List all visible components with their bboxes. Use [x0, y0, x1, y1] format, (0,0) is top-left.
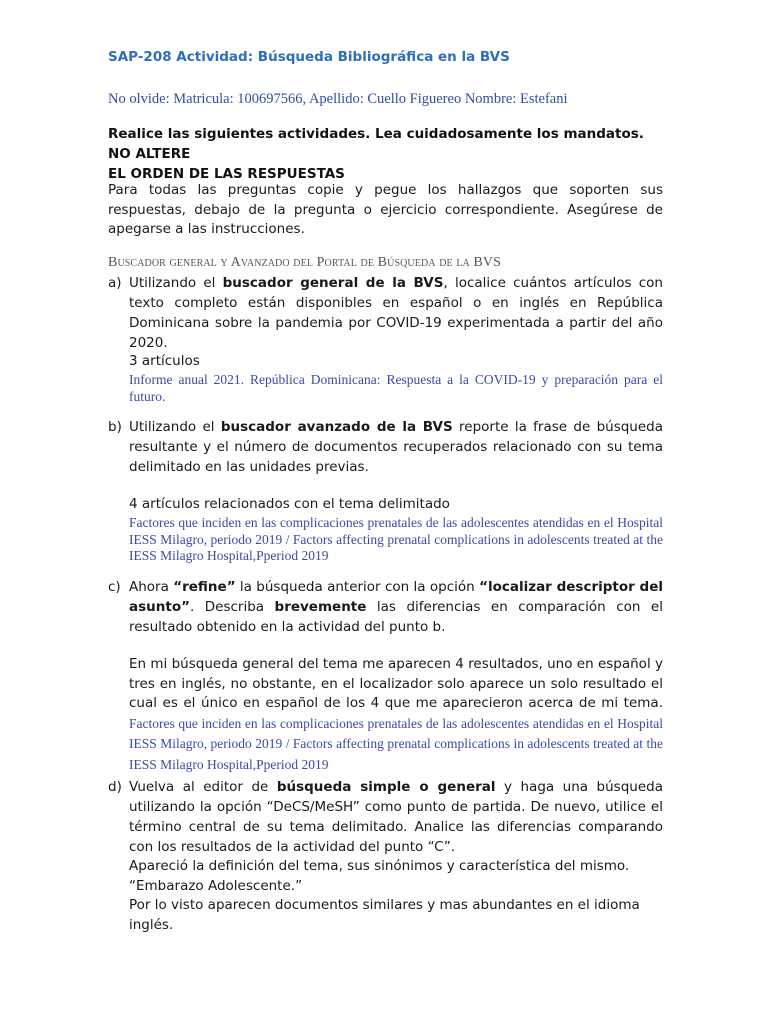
reference-c: Factores que inciden en las complicaciones prenatales de las adolescentes atendidas en el Hospital IESS Milagro, periodo 2019 / Factors affecting prenatal complications in adolescents treated at the IESS Milagro Hospital,Pperiod 2019 [129, 715, 663, 772]
question-text-part: . Describa [189, 599, 275, 615]
question-text-part: la búsqueda anterior con la opción [235, 579, 480, 595]
question-bold-term: “localizar descriptor del asunto” [129, 579, 663, 615]
answer-b: 4 artículos relacionados con el tema delimitado [129, 496, 450, 512]
question-text-part: Ahora [129, 579, 174, 595]
question-text [129, 577, 663, 637]
question-bold-term: brevemente [274, 599, 367, 615]
instructions-line-1: Realice las siguientes actividades. Lea cuidadosamente los mandatos. NO ALTERE [108, 126, 644, 162]
question-letter: a) [108, 275, 122, 291]
question-text [129, 777, 663, 857]
question-text-part: Utilizando el [129, 419, 221, 435]
instructions [108, 124, 663, 184]
student-notice: No olvide: Matricula: 100697566, Apellido: Cuello Figuereo Nombre: Estefani [108, 91, 568, 107]
document-title: SAP-208 Actividad: Búsqueda Bibliográfica en la BVS [108, 49, 510, 65]
question-bold-term: buscador general de la BVS [222, 275, 444, 291]
question-letter: b) [108, 419, 122, 435]
question-a [108, 273, 663, 353]
question-c [108, 577, 663, 637]
question-text-part: Vuelva al editor de [129, 779, 277, 795]
question-letter: d) [108, 779, 122, 795]
question-text-part: reporte la frase de búsqueda resultante y el número de documentos recuperados relacionado con su tema delimitado en las unidades previas. [129, 419, 664, 475]
answer-d [129, 857, 663, 935]
question-text-part: , localice cuántos artículos con texto completo están disponibles en español o en inglés en República Dominicana sobre la pandemia por COVID-19 experimentada a partir del año 2020. [129, 275, 663, 351]
question-text-part: y haga una búsqueda utilizando la opción “DeCS/MeSH” como punto de partida. De nuevo, utilice el término central de su tema delimitado. Analice las diferencias comparando con los resultados de la actividad del punto “C”. [129, 779, 663, 855]
question-bold-term: “refine” [173, 579, 236, 595]
question-text [129, 273, 663, 353]
answer-d-line-3: Por lo visto aparecen documentos similares y mas abundantes en el idioma inglés. [129, 897, 640, 933]
answer-c-text: En mi búsqueda general del tema me aparecen 4 resultados, uno en español y tres en inglés, no obstante, en el localizador solo aparece un solo resultado el cual es el único en español de los 4 que me aparecieron acerca de mi tema. [129, 656, 663, 711]
question-text-part: las diferencias en comparación con el resultado obtenido en la actividad del punto b. [129, 599, 663, 635]
instructions-line-2: EL ORDEN DE LAS RESPUESTAS [108, 166, 345, 182]
answer-d-line-1: Apareció la definición del tema, sus sinónimos y característica del mismo. [129, 858, 630, 874]
question-bold-term: búsqueda simple o general [276, 779, 496, 795]
answer-c [129, 655, 663, 775]
reference-b: Factores que inciden en las complicaciones prenatales de las adolescentes atendidas en el Hospital IESS Milagro, periodo 2019 / Factors affecting prenatal complications in adolescents treated at the IESS Milagro Hospital,Pperiod 2019 [129, 515, 663, 563]
reference-a: Informe anual 2021. República Dominicana: Respuesta a la COVID-19 y preparación para el futuro. [129, 372, 663, 404]
question-text [129, 417, 663, 477]
answer-a: 3 artículos [129, 353, 200, 369]
question-text-part: Utilizando el [129, 275, 223, 291]
intro-paragraph: Para todas las preguntas copie y pegue los hallazgos que soporten sus respuestas, debajo de la pregunta o ejercicio correspondiente. Asegúrese de apegarse a las instrucciones. [108, 182, 663, 237]
answer-d-line-2: “Embarazo Adolescente.” [129, 877, 303, 894]
question-d [108, 777, 663, 857]
question-letter: c) [108, 579, 121, 595]
question-b [108, 417, 663, 477]
section-heading: Buscador general y Avanzado del Portal de Búsqueda de la BVS [108, 255, 501, 270]
question-bold-term: buscador avanzado de la BVS [220, 419, 453, 435]
